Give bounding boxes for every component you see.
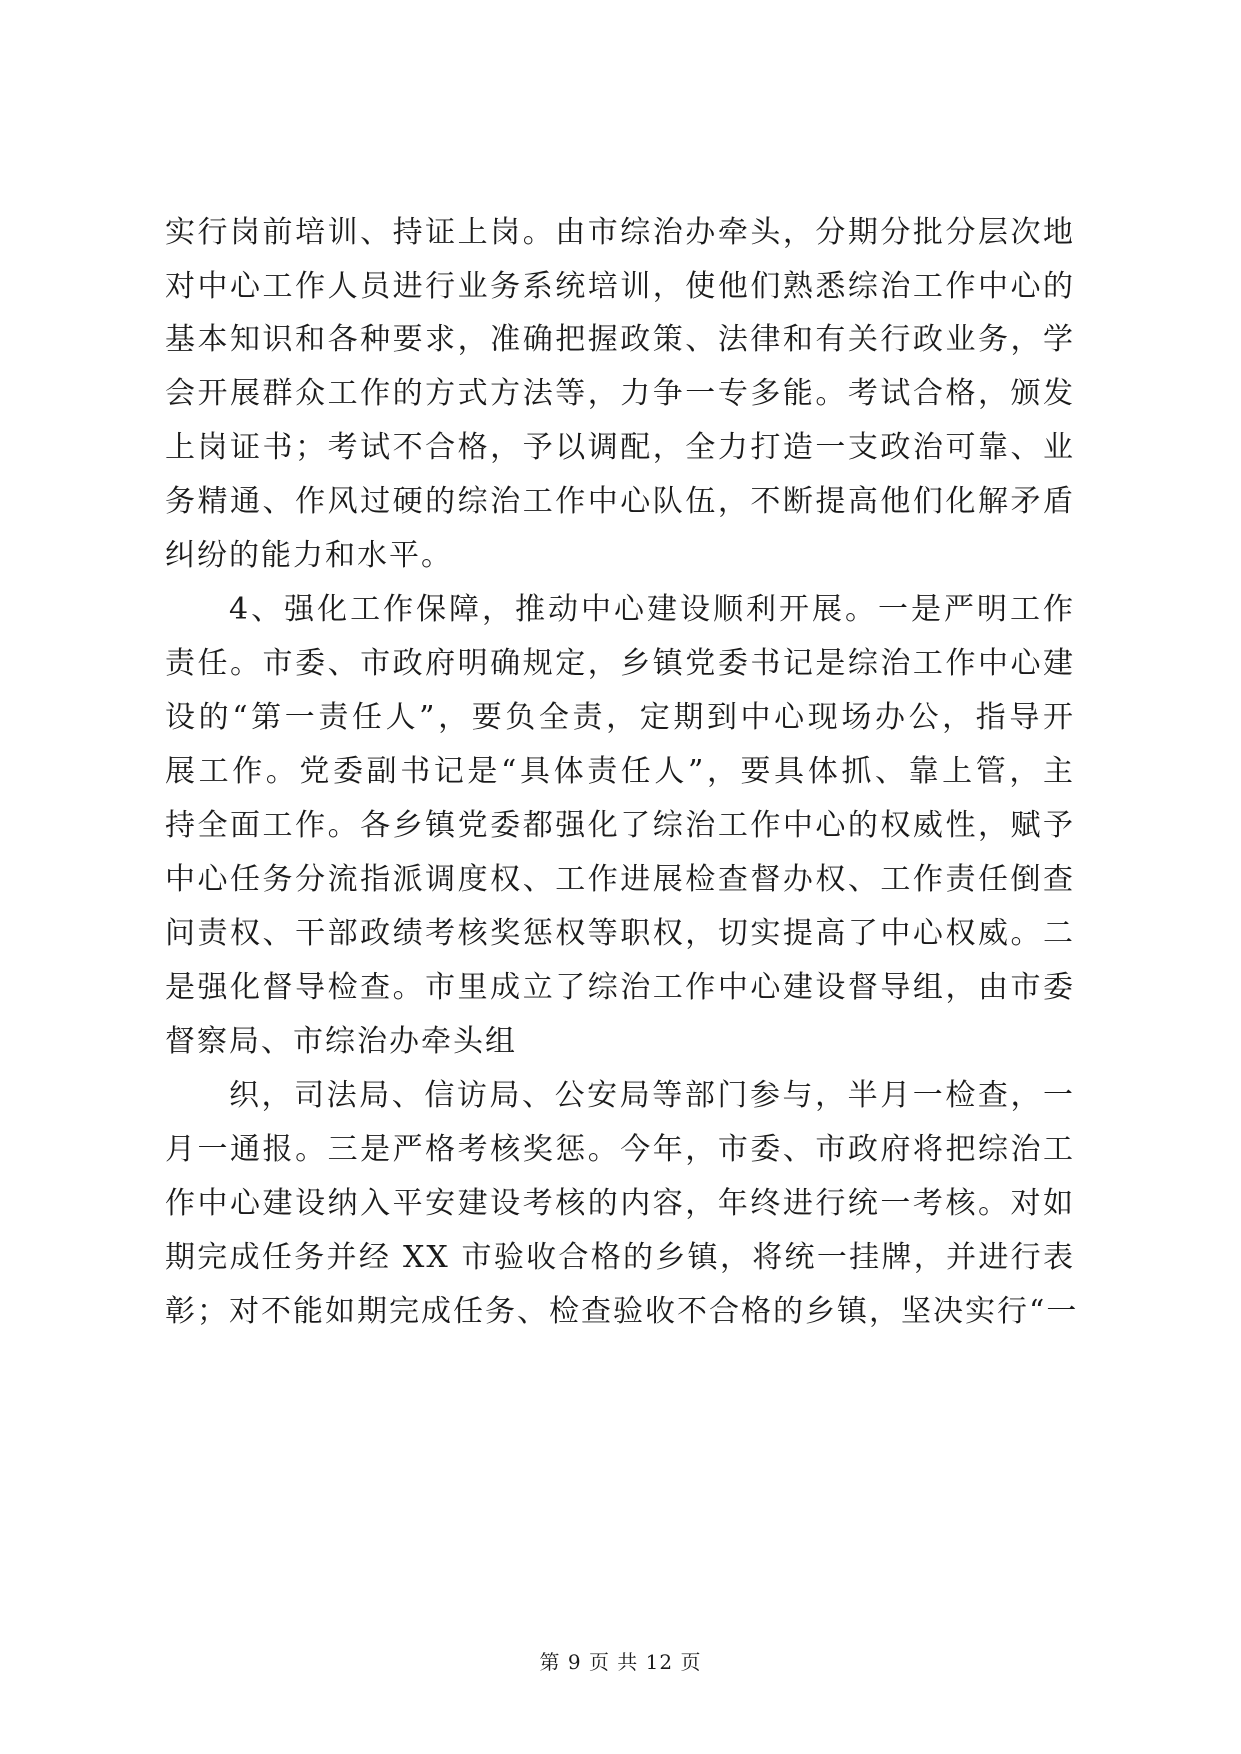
text-line: 务精通、作风过硬的综治工作中心队伍，不断提高他们化解矛盾 [165, 484, 1075, 519]
text-line: 作中心建设纳入平安建设考核的内容，年终进行统一考核。对如 [165, 1186, 1075, 1221]
paragraph-first-line: 4、强化工作保障，推动中心建设顺利开展。一是严明工作 [229, 592, 1075, 627]
text-line: 问责权、干部政绩考核奖惩权等职权，切实提高了中心权威。二 [165, 916, 1075, 951]
text-line: 彰；对不能如期完成任务、检查验收不合格的乡镇，坚决实行“一 [165, 1294, 1079, 1329]
text-line: 责任。市委、市政府明确规定，乡镇党委书记是综治工作中心建 [165, 646, 1075, 681]
text-line: 基本知识和各种要求，准确把握政策、法律和有关行政业务，学 [165, 322, 1075, 357]
text-line: 中心任务分流指派调度权、工作进展检查督办权、工作责任倒查 [165, 862, 1075, 897]
text-line: 督察局、市综治办牵头组 [165, 1024, 517, 1059]
text-line: 实行岗前培训、持证上岗。由市综治办牵头，分期分批分层次地 [165, 215, 1075, 250]
text-line: 期完成任务并经 XX 市验收合格的乡镇，将统一挂牌，并进行表 [165, 1240, 1075, 1275]
text-line: 展工作。党委副书记是“具体责任人”，要具体抓、靠上管，主 [165, 754, 1075, 789]
text-line: 上岗证书；考试不合格，予以调配，全力打造一支政治可靠、业 [165, 430, 1075, 465]
text-line: 对中心工作人员进行业务系统培训，使他们熟悉综治工作中心的 [165, 269, 1075, 304]
text-line: 纠纷的能力和水平。 [165, 538, 453, 573]
text-line: 是强化督导检查。市里成立了综治工作中心建设督导组，由市委 [165, 970, 1075, 1005]
paragraph-first-line: 织，司法局、信访局、公安局等部门参与，半月一检查，一 [229, 1078, 1075, 1113]
text-line: 持全面工作。各乡镇党委都强化了综治工作中心的权威性，赋予 [165, 808, 1075, 843]
page-number-footer: 第 9 页 共 12 页 [539, 1650, 702, 1674]
text-line: 月一通报。三是严格考核奖惩。今年，市委、市政府将把综治工 [165, 1132, 1075, 1167]
text-line: 设的“第一责任人”，要负全责，定期到中心现场办公，指导开 [165, 700, 1075, 735]
text-line: 会开展群众工作的方式方法等，力争一专多能。考试合格，颁发 [165, 376, 1075, 411]
